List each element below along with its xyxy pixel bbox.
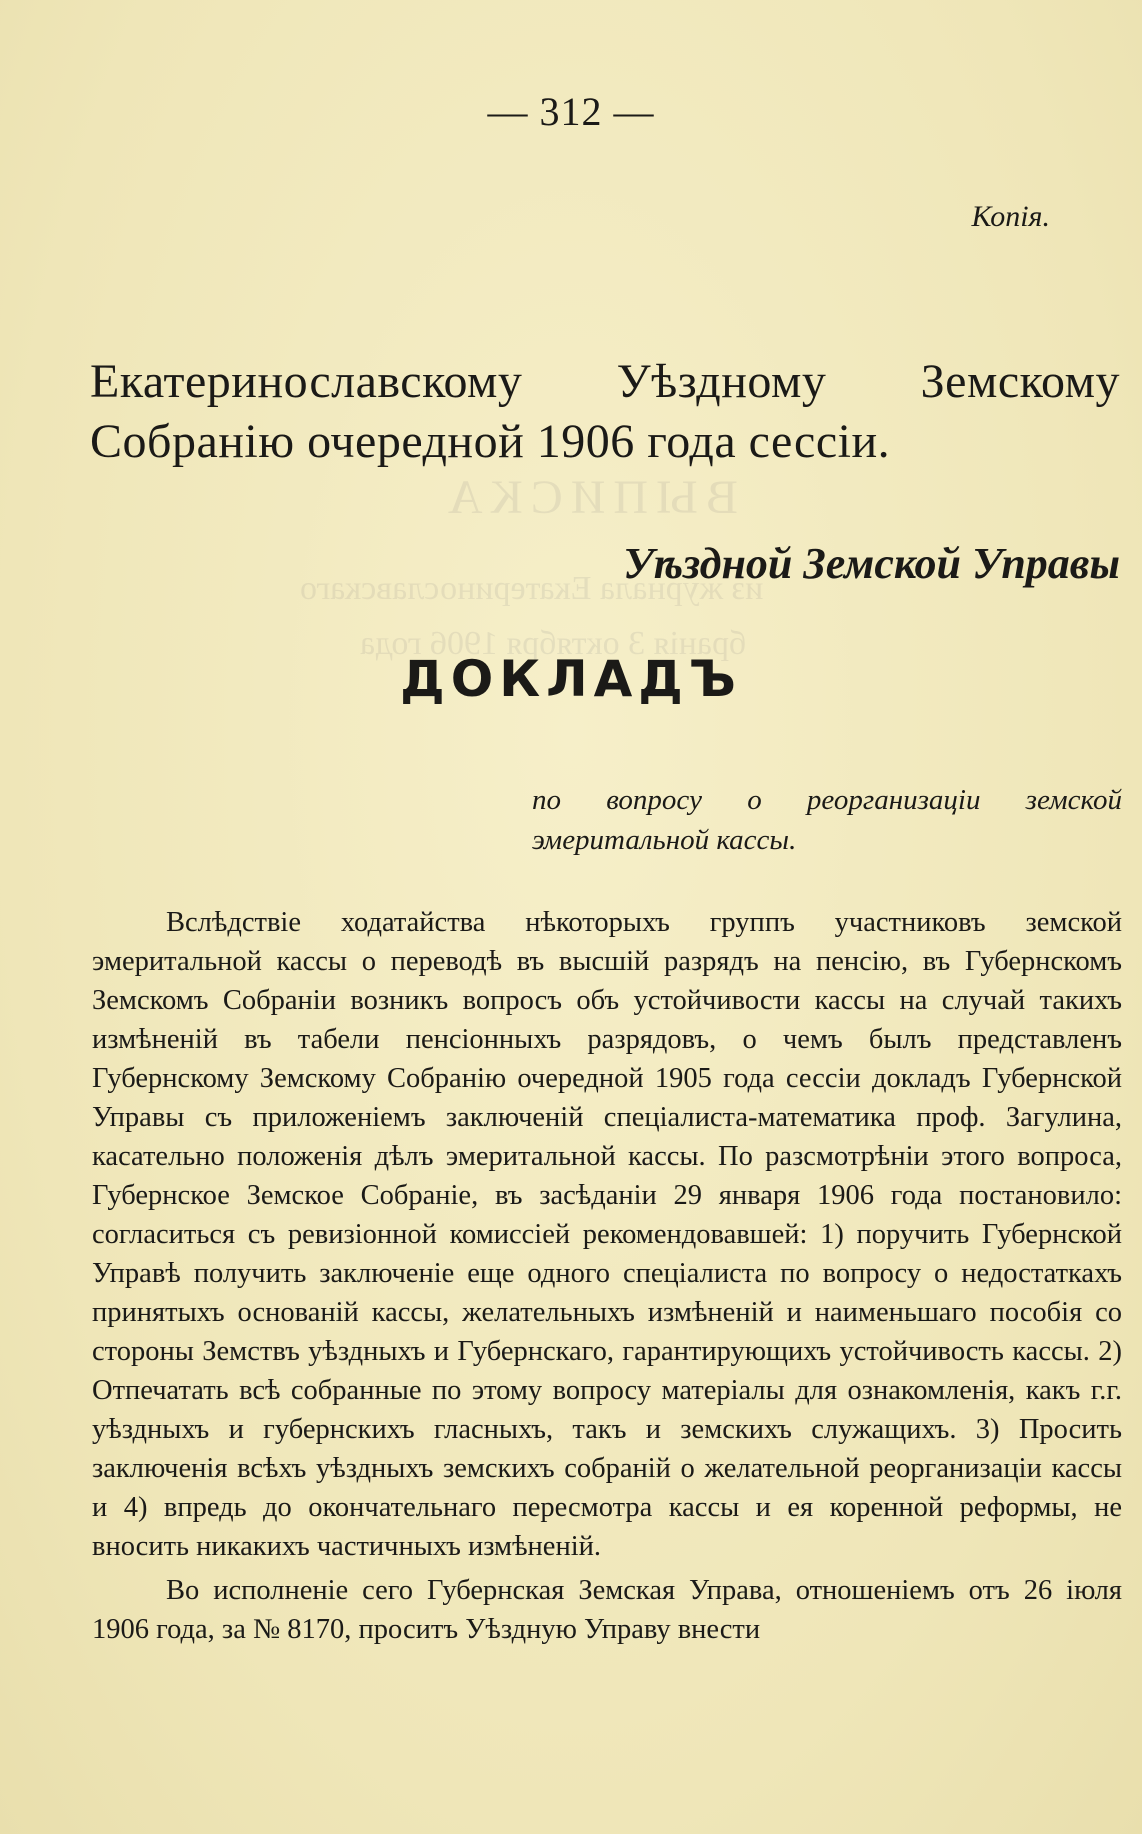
- board-heading: Уѣздной Земской Управы: [623, 539, 1120, 588]
- page-number: — 312 —: [487, 89, 655, 134]
- reverse-side-bleed: ВЫПИСКА: [440, 471, 738, 524]
- paragraph: Во исполненіе сего Губернская Земская Управа, отношеніемъ отъ 26 іюля 1906 года, за № 8170, проситъ Уѣздную Управу внести: [92, 1575, 1122, 1645]
- paragraph: Вслѣдствіе ходатайства нѣкоторыхъ группъ участниковъ земской эмеритальной кассы о переводѣ въ высшій разрядъ на пенсію, въ Губернскомъ Земскомъ Собраніи возникъ вопросъ объ устойчивости кассы на случай такихъ измѣненій въ табели пенсіонныхъ разрядовъ, о чемъ былъ представленъ Губернскому Земскому Собранію очередной 1905 года сессіи докладъ Губернской Управы съ приложеніемъ заключеній спеціалиста-математика проф. Загулина, касательно положенія дѣлъ эмеритальной кассы. По разсмотрѣніи этого вопроса, Губернское Земское Собраніе, въ засѣданіи 29 января 1906 года постановило: согласиться съ ревизіонной комиссіей рекомендовавшей: 1) поручить Губернской Управѣ получить заключеніе еще одного спеціалиста по вопросу о недостаткахъ принятыхъ основаній кассы, желательныхъ измѣненій и наименьшаго пособія со стороны Земствъ уѣздныхъ и Губернскаго, гарантирующихъ устойчивость кассы. 2) Отпечатать всѣ собранные по этому вопросу матеріалы для ознакомленія, какъ г.г. уѣздныхъ и губернскихъ гласныхъ, такъ и земскихъ служащихъ. 3) Просить заключенія всѣхъ уѣздныхъ земскихъ собраній о желательной реорганизаціи кассы и 4) впредь до окончательнаго пересмотра кассы и ея коренной реформы, не вносить никакихъ частичныхъ измѣненій.: [92, 907, 1122, 1562]
- reverse-side-bleed: бранія 3 октября 1906 года: [360, 625, 747, 662]
- reverse-side-bleed: из журнала Екатеринославскаго: [300, 570, 764, 607]
- body-text: [92, 903, 1122, 1649]
- document-title: ДОКЛАДЪ: [400, 650, 742, 708]
- addressee-heading: Екатеринославскому Уѣздному Земскому Собранію очередной 1906 года сессіи.: [90, 355, 1120, 468]
- subject-line: по вопросу о реорганизаціи земской эмеритальной кассы.: [532, 784, 1122, 856]
- copy-label: Копія.: [971, 200, 1050, 233]
